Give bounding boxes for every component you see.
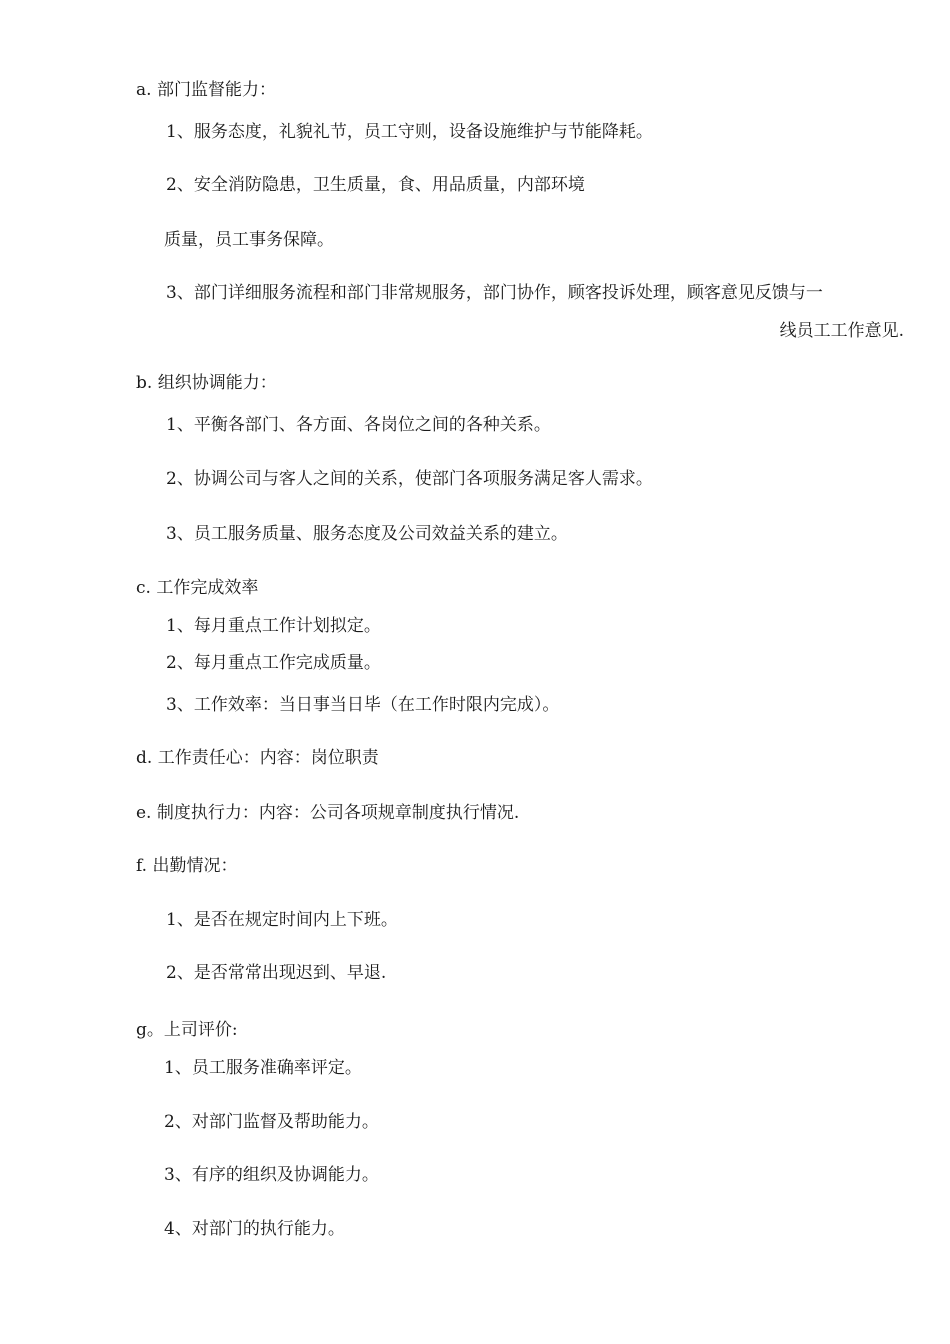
- section-c-heading: c. 工作完成效率: [136, 578, 259, 598]
- section-c-item-3: 3、工作效率：当日事当日毕（在工作时限内完成）。: [166, 695, 560, 715]
- section-g-heading: g。上司评价:: [136, 1020, 238, 1040]
- section-g-item-1: 1、员工服务准确率评定。: [164, 1058, 362, 1078]
- section-a-item-3-continued: 线员工工作意见.: [779, 321, 904, 341]
- section-f-item-2: 2、是否常常出现迟到、早退.: [166, 963, 387, 983]
- section-d-heading: d. 工作责任心：内容：岗位职责: [136, 748, 379, 768]
- section-a-item-3: 3、部门详细服务流程和部门非常规服务，部门协作，顾客投诉处理，顾客意见反馈与一: [166, 283, 823, 303]
- section-g-item-3: 3、有序的组织及协调能力。: [164, 1165, 379, 1185]
- section-b-item-2: 2、协调公司与客人之间的关系，使部门各项服务满足客人需求。: [166, 469, 653, 489]
- section-a-item-1: 1、服务态度，礼貌礼节，员工守则，设备设施维护与节能降耗。: [166, 122, 653, 142]
- section-c-item-1: 1、每月重点工作计划拟定。: [166, 616, 381, 636]
- section-e-heading: e. 制度执行力：内容：公司各项规章制度执行情况.: [136, 803, 520, 823]
- section-g-item-4: 4、对部门的执行能力。: [164, 1219, 345, 1239]
- section-f-item-1: 1、是否在规定时间内上下班。: [166, 910, 398, 930]
- section-c-item-2: 2、每月重点工作完成质量。: [166, 653, 381, 673]
- section-b-item-1: 1、平衡各部门、各方面、各岗位之间的各种关系。: [166, 415, 551, 435]
- section-g-item-2: 2、对部门监督及帮助能力。: [164, 1112, 379, 1132]
- section-b-heading: b. 组织协调能力：: [136, 373, 277, 393]
- section-b-item-3: 3、员工服务质量、服务态度及公司效益关系的建立。: [166, 524, 568, 544]
- section-a-heading: a. 部门监督能力：: [136, 80, 276, 100]
- section-a-item-2-continued: 质量，员工事务保障。: [164, 230, 334, 250]
- section-a-item-2: 2、安全消防隐患，卫生质量，食、用品质量，内部环境: [166, 175, 585, 195]
- section-f-heading: f. 出勤情况：: [136, 856, 238, 876]
